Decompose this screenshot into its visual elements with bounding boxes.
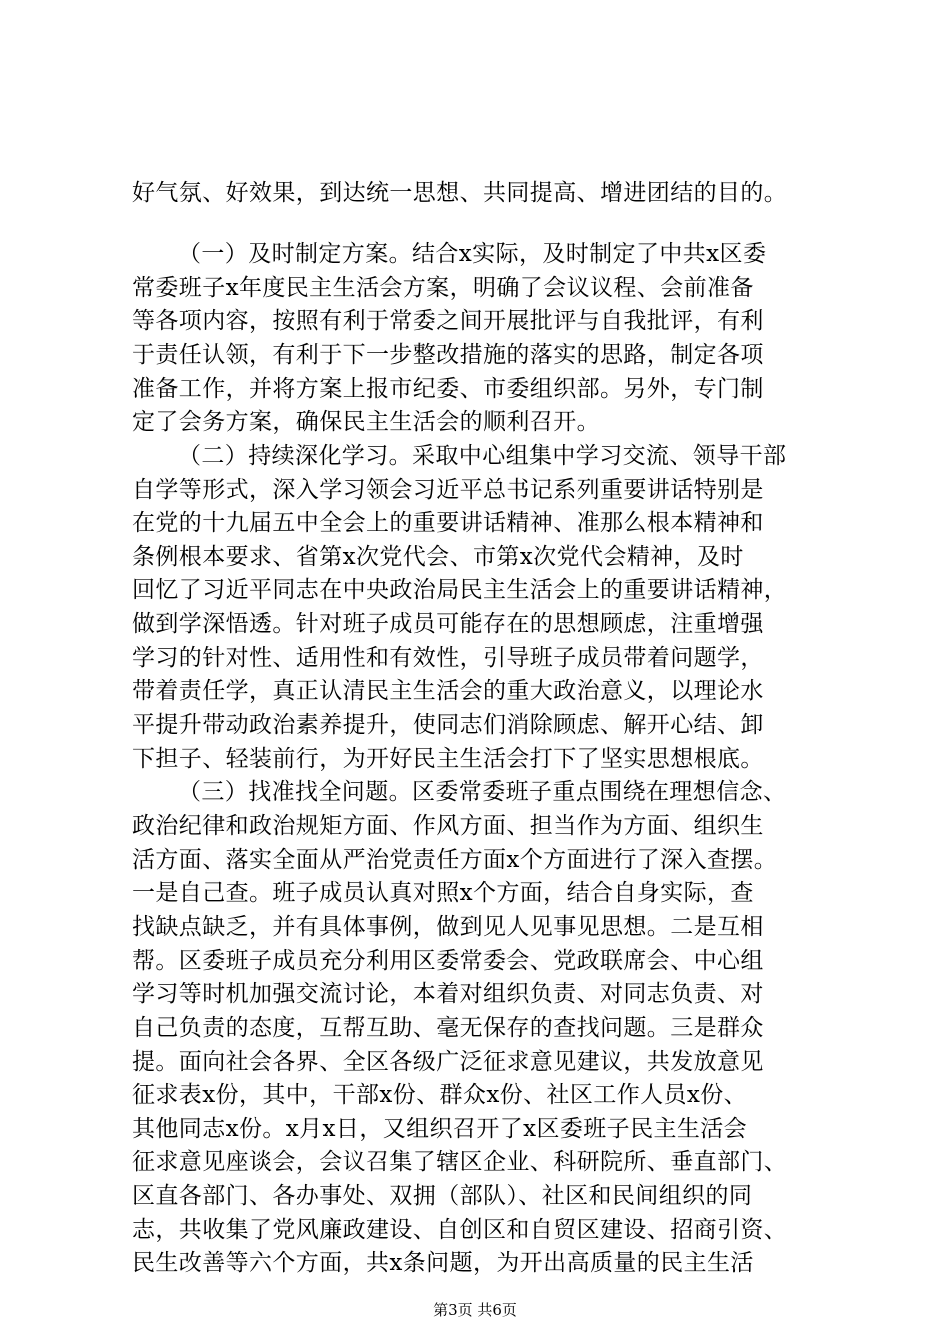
text-line: 民生改善等六个方面，共x条问题，为开出高质量的民主生活 xyxy=(132,1250,754,1276)
text-line: 区直各部门、各办事处、双拥（部队）、社区和民间组织的同 xyxy=(132,1183,753,1209)
text-line: 自学等形式，深入学习领会习近平总书记系列重要讲话特别是 xyxy=(132,477,764,503)
text-line: 定了会务方案，确保民主生活会的顺利召开。 xyxy=(132,409,600,435)
text-line: 带着责任学，真正认清民主生活会的重大政治意义，以理论水 xyxy=(132,678,764,704)
text-line: 提。面向社会各界、全区各级广泛征求意见建议，共发放意见 xyxy=(132,1049,764,1075)
text-line: 学习等时机加强交流讨论，本着对组织负责、对同志负责、对 xyxy=(132,981,764,1007)
text-line: （一）及时制定方案。结合x实际，及时制定了中共x区委 xyxy=(178,241,767,267)
text-line: 条例根本要求、省第x次党代会、市第x次党代会精神，及时 xyxy=(132,544,744,570)
text-line: 一是自己查。班子成员认真对照x个方面，结合自身实际，查 xyxy=(132,880,754,906)
text-line: 准备工作，并将方案上报市纪委、市委组织部。另外，专门制 xyxy=(132,376,764,402)
text-line: 平提升带动政治素养提升，使同志们消除顾虑、解开心结、卸 xyxy=(132,712,764,738)
text-line: 政治纪律和政治规矩方面、作风方面、担当作为方面、组织生 xyxy=(132,813,764,839)
text-line: 帮。区委班子成员充分利用区委常委会、党政联席会、中心组 xyxy=(132,948,764,974)
text-line: 好气氛、好效果，到达统一思想、共同提高、增进团结的目的。 xyxy=(132,180,788,206)
text-line: 常委班子x年度民主生活会方案，明确了会议议程、会前准备 xyxy=(132,275,754,301)
text-line: 于责任认领，有利于下一步整改措施的落实的思路，制定各项 xyxy=(132,342,764,368)
text-line: 志，共收集了党风廉政建设、自创区和自贸区建设、招商引资、 xyxy=(132,1217,788,1243)
text-line: 自己负责的态度，互帮互助、毫无保存的查找问题。三是群众 xyxy=(132,1015,764,1041)
text-line: 回忆了习近平同志在中央政治局民主生活会上的重要讲话精神， xyxy=(132,577,788,603)
text-line: （三）找准找全问题。区委常委班子重点围绕在理想信念、 xyxy=(178,779,787,805)
text-line: 等各项内容，按照有利于常委之间开展批评与自我批评，有利 xyxy=(132,308,764,334)
text-line: 做到学深悟透。针对班子成员可能存在的思想顾虑，注重增强 xyxy=(132,611,764,637)
text-line: 找缺点缺乏，并有具体事例，做到见人见事见思想。二是互相 xyxy=(132,914,764,940)
text-line: 下担子、轻装前行，为开好民主生活会打下了坚实思想根底。 xyxy=(132,746,764,772)
text-line: 活方面、落实全面从严治党责任方面x个方面进行了深入查摆。 xyxy=(132,847,778,873)
text-line: 征求表x份，其中，干部x份、群众x份、社区工作人员x份、 xyxy=(132,1082,748,1108)
text-line: （二）持续深化学习。采取中心组集中学习交流、领导干部 xyxy=(178,443,787,469)
page-footer: 第3页 共6页 xyxy=(433,1301,517,1319)
text-line: 在党的十九届五中全会上的重要讲话精神、准那么根本精神和 xyxy=(132,510,764,536)
text-line: 征求意见座谈会，会议召集了辖区企业、科研院所、垂直部门、 xyxy=(132,1149,788,1175)
text-line: 其他同志x份。x月x日，又组织召开了x区委班子民主生活会 xyxy=(132,1116,748,1142)
text-line: 学习的针对性、适用性和有效性，引导班子成员带着问题学， xyxy=(132,645,764,671)
